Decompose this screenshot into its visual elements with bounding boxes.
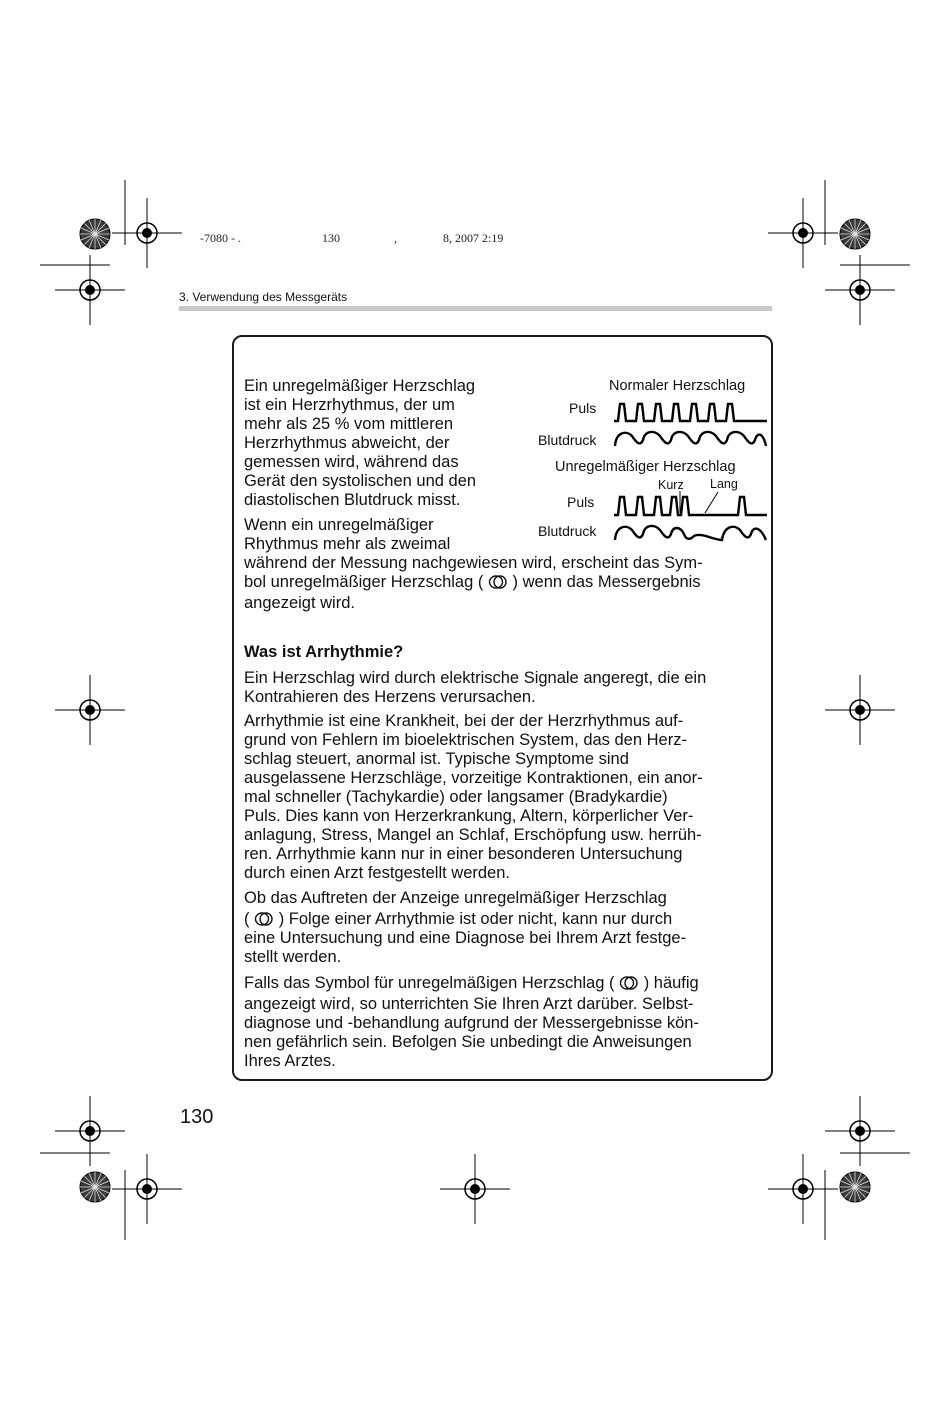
- text-line: anlagung, Stress, Mangel an Schlaf, Erschöpfung usw. herrüh-: [244, 826, 702, 844]
- text-line: ist ein Herzrhythmus, der um: [244, 396, 455, 414]
- text-line: Wenn ein unregelmäßiger: [244, 516, 434, 534]
- short-label: Kurz: [658, 478, 684, 492]
- pulse-label: Puls: [569, 400, 597, 416]
- irregular-pulse-waveform: [614, 497, 767, 515]
- pulse-label: Puls: [567, 494, 595, 510]
- text-line: durch einen Arzt festgestellt werden.: [244, 864, 510, 882]
- normal-pulse-waveform: [614, 404, 767, 421]
- print-doc-id: -7080 - .: [200, 231, 241, 245]
- arrhythmia-paragraph-2: [244, 712, 774, 883]
- text-line: Kontrahieren des Herzens verursachen.: [244, 688, 536, 706]
- text-line: diagnose und -behandlung aufgrund der Messergebnisse kön-: [244, 1014, 699, 1032]
- text-line: bol unregelmäßiger Herzschlag ( ) wenn das Messergebnis: [244, 573, 701, 591]
- text-line: Arrhythmie ist eine Krankheit, bei der der Herzrhythmus auf-: [244, 712, 684, 730]
- text-line: Herzrhythmus abweicht, der: [244, 434, 450, 452]
- text-line: Ihres Arztes.: [244, 1052, 336, 1070]
- print-date: 8, 2007 2:19: [443, 231, 504, 245]
- page-number: 130: [180, 1106, 214, 1128]
- irregular-heartbeat-icon: [254, 911, 274, 927]
- text-line: Ob das Auftreten der Anzeige unregelmäßiger Herzschlag: [244, 889, 667, 907]
- text-line: mal schneller (Tachykardie) oder langsamer (Bradykardie): [244, 788, 668, 806]
- text-line: Rhythmus mehr als zweimal: [244, 535, 451, 553]
- long-label: Lang: [710, 477, 738, 491]
- text-line: eine Untersuchung und eine Diagnose bei Ihrem Arzt festge-: [244, 929, 687, 947]
- print-page: 130: [322, 231, 340, 245]
- section-heading: Was ist Arrhythmie?: [244, 643, 404, 661]
- text-line: gemessen wird, während das: [244, 453, 459, 471]
- irregular-heartbeat-icon: [619, 975, 639, 991]
- normal-bp-waveform: [615, 432, 766, 446]
- arrhythmia-paragraph-4: [244, 974, 774, 1071]
- text-line: angezeigt wird, so unterrichten Sie Ihren Arzt darüber. Selbst-: [244, 995, 694, 1013]
- irregular-heartbeat-title: Unregelmäßiger Herzschlag: [555, 459, 736, 475]
- text-line: ( ) Folge einer Arrhythmie ist oder nicht, kann nur durch: [244, 910, 673, 928]
- text-line: grund von Fehlern im bioelektrischen System, das den Herz-: [244, 731, 687, 749]
- text-line: stellt werden.: [244, 948, 342, 966]
- text-line: nen gefährlich sein. Befolgen Sie unbedingt die Anweisungen: [244, 1033, 692, 1051]
- text-line: diastolischen Blutdruck misst.: [244, 491, 461, 509]
- normal-heartbeat-title: Normaler Herzschlag: [609, 378, 746, 394]
- text-line: Gerät den systolischen und den: [244, 472, 477, 490]
- text-line: ausgelassene Herzschläge, vorzeitige Kontraktionen, ein anor-: [244, 769, 703, 787]
- print-separator: ,: [394, 231, 397, 245]
- blood-pressure-label: Blutdruck: [538, 432, 597, 448]
- irregular-bp-waveform: [615, 526, 766, 540]
- text-line: ren. Arrhythmie kann nur in einer besonderen Untersuchung: [244, 845, 683, 863]
- text-line: Puls. Dies kann von Herzerkrankung, Altern, körperlicher Ver-: [244, 807, 694, 825]
- text-line: Falls das Symbol für unregelmäßigen Herzschlag ( ) häufig: [244, 974, 699, 992]
- arrhythmia-paragraph-1: [244, 669, 774, 707]
- text-line: angezeigt wird.: [244, 594, 355, 612]
- text-line: Ein Herzschlag wird durch elektrische Signale angeregt, die ein: [244, 669, 707, 687]
- text-line: während der Messung nachgewiesen wird, erscheint das Sym-: [244, 554, 703, 572]
- arrhythmia-paragraph-3: [244, 889, 774, 967]
- text-line: Ein unregelmäßiger Herzschlag: [244, 377, 476, 395]
- blood-pressure-label: Blutdruck: [538, 523, 597, 539]
- text-line: mehr als 25 % vom mittleren: [244, 415, 454, 433]
- text-line: schlag steuert, anormal ist. Typische Symptome sind: [244, 750, 629, 768]
- section-header: 3. Verwendung des Messgeräts: [179, 290, 348, 304]
